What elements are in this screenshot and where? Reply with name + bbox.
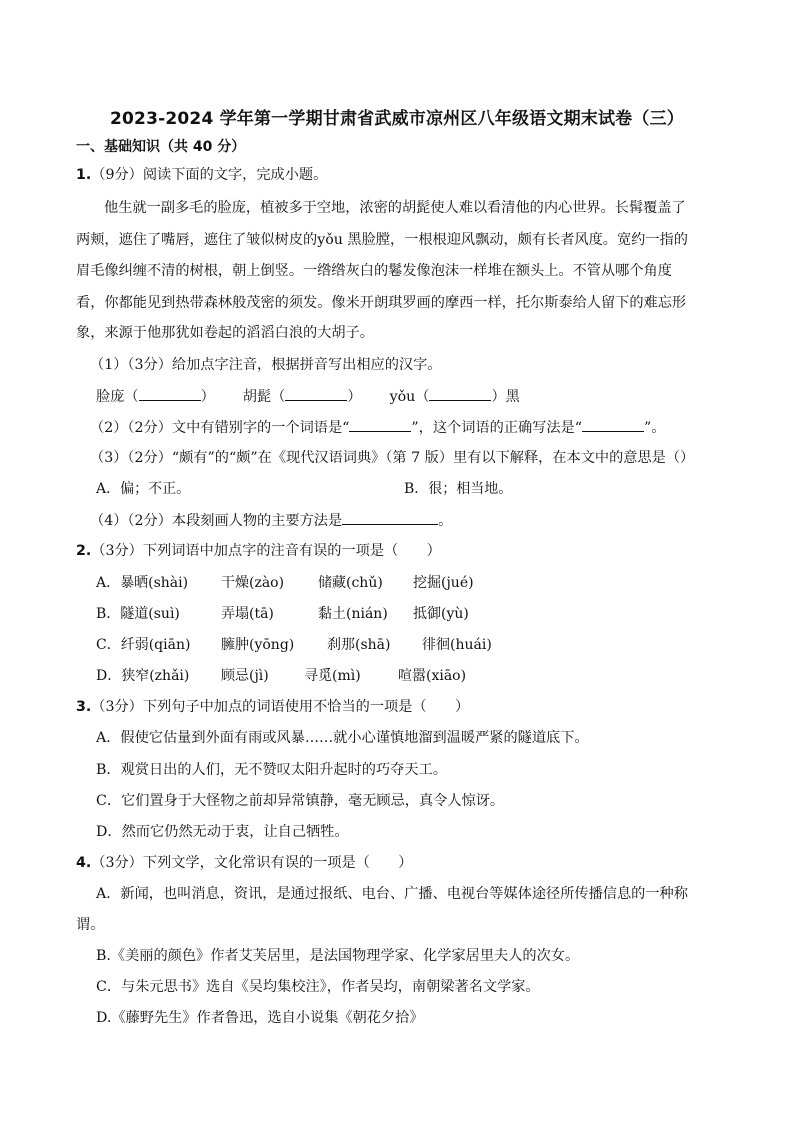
subquestion-1-blanks bbox=[96, 386, 520, 407]
option-c[interactable]: C．与朱元思书》选自《吴均集校注》，作者吴均，南朝梁著名文学家。 bbox=[96, 979, 540, 995]
subquestion-4-end: 。 bbox=[438, 513, 453, 529]
option-row[interactable] bbox=[96, 666, 656, 686]
option-row[interactable] bbox=[96, 573, 656, 593]
option-row[interactable] bbox=[96, 635, 656, 655]
passage-line: 眉毛像纠缠不清的树根，朝上倒竖。一绺绺灰白的鬈发像泡沫一样堆在额头上。不管从哪个角度 bbox=[76, 263, 672, 279]
question-number: 4. bbox=[76, 855, 92, 871]
section-heading: 一、基础知识（共 40 分） bbox=[76, 139, 246, 155]
option-cell: C．纤弱(qiān) bbox=[96, 637, 191, 653]
blank-close: ）黑 bbox=[491, 389, 520, 405]
question-3-header bbox=[76, 697, 469, 717]
question-score: （3分） bbox=[91, 855, 143, 871]
option-cell: 黏土(nián) bbox=[318, 606, 388, 622]
question-stem: 阅读下面的文字，完成小题。 bbox=[142, 167, 328, 183]
option-d[interactable]: D.《藤野先生》作者鲁迅，选自小说集《朝花夕拾》 bbox=[96, 1010, 424, 1026]
option-cell: B．隧道(suì) bbox=[96, 606, 180, 622]
passage-line: 看，你都能见到热带森林般茂密的须发。像米开朗琪罗画的摩西一样，托尔斯泰给人留下的难忘形 bbox=[76, 295, 687, 311]
option-a[interactable]: A．偏；不正。 bbox=[96, 481, 191, 497]
question-1-header bbox=[76, 165, 327, 185]
option-cell: 干燥(zào) bbox=[221, 575, 285, 591]
option-a[interactable]: A．新闻，也叫消息，资讯，是通过报纸、电台、广播、电视台等媒体途径所传播信息的一种称 bbox=[96, 886, 688, 902]
question-score: （3分） bbox=[91, 543, 143, 559]
question-4-header bbox=[76, 853, 412, 873]
subquestion-2-text: ”。 bbox=[643, 420, 666, 436]
answer-blank[interactable] bbox=[349, 417, 411, 432]
question-number: 2. bbox=[76, 543, 92, 559]
answer-blank[interactable] bbox=[285, 386, 347, 401]
page-title: 2023-2024 学年第一学期甘肃省武威市凉州区八年级语文期末试卷（三） bbox=[109, 109, 684, 129]
answer-blank[interactable] bbox=[429, 386, 491, 401]
option-cell: 臃肿(yōng) bbox=[221, 637, 295, 653]
option-a[interactable]: A．假使它估量到外面有雨或风暴……就小心谨慎地溜到温暖严紧的隧道底下。 bbox=[96, 730, 589, 746]
question-stem: 下列词语中加点字的注音有误的一项是（ ） bbox=[142, 543, 441, 559]
option-b[interactable]: B．观赏日出的人们，无不赞叹太阳升起时的巧夺天工。 bbox=[96, 762, 447, 778]
subquestion-4-text: （4）（2分）本段刻画人物的主要方法是 bbox=[90, 513, 343, 529]
blank-label: yǒu（ bbox=[389, 389, 430, 405]
subquestion-2-text: ”，这个词语的正确写法是“ bbox=[411, 420, 582, 436]
option-cell: 寻觅(mì) bbox=[304, 668, 361, 684]
option-c[interactable]: C．它们置身于大怪物之前却异常镇静，毫无顾忌，真令人惊讶。 bbox=[96, 793, 505, 809]
blank-label: 胡髭（ bbox=[242, 389, 286, 405]
question-stem: 下列文学，文化常识有误的一项是（ ） bbox=[142, 855, 413, 871]
subquestion-3-options bbox=[96, 479, 696, 499]
answer-blank[interactable] bbox=[582, 417, 644, 432]
question-number: 1. bbox=[76, 167, 92, 183]
question-score: （3分） bbox=[91, 699, 143, 715]
option-cell: D．狭窄(zhǎi) bbox=[96, 668, 190, 684]
option-cell: 喧嚣(xiāo) bbox=[398, 668, 467, 684]
option-a-continuation: 谓。 bbox=[76, 917, 105, 933]
question-score: （9分） bbox=[91, 167, 143, 183]
option-b[interactable]: B.《美丽的颜色》作者艾芙居里，是法国物理学家、化学家居里夫人的次女。 bbox=[96, 948, 580, 964]
blank-close: ） bbox=[347, 389, 362, 405]
option-cell: 挖掘(jué) bbox=[413, 575, 474, 591]
option-b[interactable]: B．很；相当地。 bbox=[404, 481, 513, 497]
option-cell: 顾忌(jì) bbox=[221, 668, 269, 684]
passage-line: 象，来源于他那犹如卷起的滔滔白浪的大胡子。 bbox=[76, 325, 374, 341]
option-row[interactable] bbox=[96, 604, 656, 624]
question-stem: 下列句子中加点的词语使用不恰当的一项是（ ） bbox=[142, 699, 470, 715]
subquestion-3: （3）（2分）“颇有”的“颇”在《现代汉语词典》（第 7 版）里有以下解释，在本文中的意思是（） bbox=[90, 450, 695, 466]
answer-blank[interactable] bbox=[139, 386, 201, 401]
option-cell: 抵御(yù) bbox=[413, 606, 469, 622]
passage-line: 他生就一副多毛的脸庞，植被多于空地，浓密的胡髭使人难以看清他的内心世界。长髯覆盖了 bbox=[104, 200, 686, 216]
option-d[interactable]: D．然而它仍然无动于衷，让自己牺牲。 bbox=[96, 824, 349, 840]
option-cell: A．暴晒(shài) bbox=[96, 575, 189, 591]
blank-close: ） bbox=[200, 389, 215, 405]
option-cell: 弄塌(tā) bbox=[221, 606, 274, 622]
subquestion-4 bbox=[90, 510, 452, 531]
question-number: 3. bbox=[76, 699, 92, 715]
blank-label: 脸庞（ bbox=[96, 389, 139, 405]
option-cell: 徘徊(huái) bbox=[422, 637, 492, 653]
question-2-header bbox=[76, 541, 441, 561]
subquestion-1: （1）（3分）给加点字注音，根据拼音写出相应的汉字。 bbox=[90, 357, 442, 373]
subquestion-2-text: （2）（2分）文中有错别字的一个词语是“ bbox=[90, 420, 350, 436]
subquestion-2 bbox=[90, 417, 665, 438]
option-cell: 刹那(shā) bbox=[327, 637, 391, 653]
answer-blank[interactable] bbox=[342, 510, 438, 525]
passage-line: 两颊，遮住了嘴唇，遮住了皱似树皮的yǒu 黑脸膛，一根根迎风飘动，颇有长者风度。宽约一指的 bbox=[76, 232, 688, 248]
option-cell: 储藏(chǔ) bbox=[318, 575, 383, 591]
